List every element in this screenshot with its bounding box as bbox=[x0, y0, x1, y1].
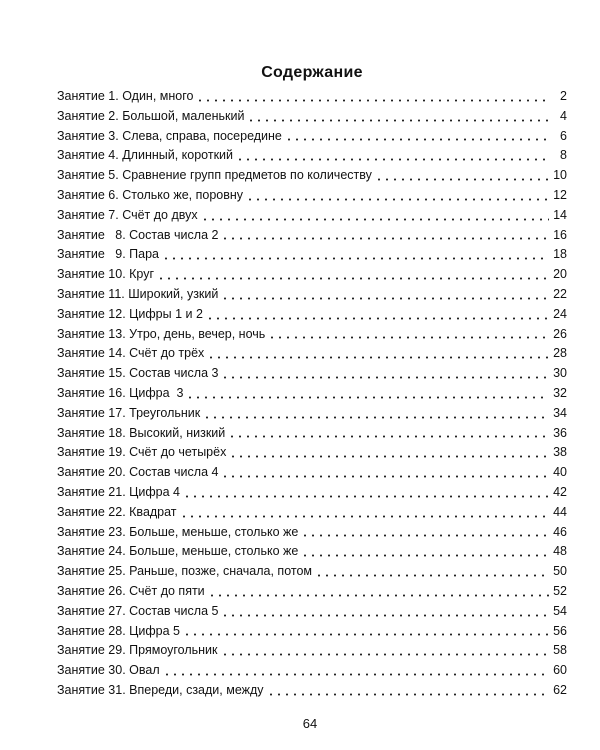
toc-entry-page: 44 bbox=[553, 504, 567, 519]
toc-entry-page: 48 bbox=[553, 544, 567, 559]
dot-leader bbox=[221, 466, 549, 478]
toc-entry-title: Занятие 13. Утро, день, вечер, ночь bbox=[57, 326, 266, 341]
toc-entry-page: 20 bbox=[553, 267, 567, 282]
toc-entry bbox=[57, 285, 567, 305]
toc-entry-title: Занятие 2. Большой, маленький bbox=[57, 108, 245, 123]
dot-leader bbox=[221, 367, 549, 379]
toc-entry-title: Занятие 11. Широкий, узкий bbox=[57, 286, 219, 301]
toc-entry bbox=[57, 245, 567, 265]
toc-entry bbox=[57, 622, 567, 642]
toc-entry-page: 58 bbox=[553, 643, 567, 658]
dot-leader bbox=[183, 486, 549, 498]
toc-entry bbox=[57, 186, 567, 206]
toc-entry-page: 24 bbox=[553, 306, 567, 321]
toc-entry-page: 52 bbox=[553, 583, 567, 598]
dot-leader bbox=[285, 129, 549, 141]
toc-entry-title: Занятие 19. Счёт до четырёх bbox=[57, 445, 227, 460]
toc-entry-title: Занятие 22. Квадрат bbox=[57, 504, 177, 519]
toc-entry-title: Занятие 25. Раньше, позже, сначала, потом bbox=[57, 564, 313, 579]
page-title: Содержание bbox=[261, 64, 363, 81]
toc-entry-page: 54 bbox=[553, 603, 567, 618]
dot-leader bbox=[229, 446, 549, 458]
toc-entry-page: 56 bbox=[553, 623, 567, 638]
toc-entry bbox=[57, 305, 567, 325]
toc-entry bbox=[57, 661, 567, 681]
toc-entry-title: Занятие 5. Сравнение групп предметов по количеству bbox=[57, 168, 372, 183]
toc-entry-title: Занятие 28. Цифра 5 bbox=[57, 623, 180, 638]
dot-leader bbox=[162, 248, 549, 260]
toc-entry-title: Занятие 14. Счёт до трёх bbox=[57, 346, 205, 361]
toc-entry bbox=[57, 206, 567, 226]
dot-leader bbox=[301, 525, 549, 537]
toc-entry bbox=[57, 562, 567, 582]
toc-entry-page: 50 bbox=[553, 564, 567, 579]
toc-entry bbox=[57, 681, 567, 701]
toc-entry bbox=[57, 424, 567, 444]
toc-entry bbox=[57, 265, 567, 285]
toc-entry-page: 14 bbox=[553, 207, 567, 222]
toc-entry-title: Занятие 16. Цифра 3 bbox=[57, 385, 184, 400]
dot-leader bbox=[267, 684, 549, 696]
page-number: 64 bbox=[302, 716, 318, 731]
dot-leader bbox=[207, 347, 549, 359]
toc-entry bbox=[57, 226, 567, 246]
table-of-contents bbox=[57, 87, 567, 701]
dot-leader bbox=[201, 209, 549, 221]
dot-leader bbox=[236, 149, 549, 161]
dot-leader bbox=[163, 664, 549, 676]
dot-leader bbox=[206, 308, 549, 320]
toc-entry-title: Занятие 12. Цифры 1 и 2 bbox=[57, 306, 203, 321]
toc-entry-page: 30 bbox=[553, 366, 567, 381]
toc-entry-page: 28 bbox=[553, 346, 567, 361]
dot-leader bbox=[375, 169, 549, 181]
dot-leader bbox=[196, 90, 549, 102]
toc-entry-title: Занятие 31. Впереди, сзади, между bbox=[57, 682, 264, 697]
dot-leader bbox=[208, 585, 549, 597]
toc-entry-page: 2 bbox=[560, 89, 567, 103]
toc-entry-page: 40 bbox=[553, 465, 567, 480]
dot-leader bbox=[228, 426, 549, 438]
toc-entry bbox=[57, 364, 567, 384]
toc-entry-page: 10 bbox=[553, 168, 567, 183]
dot-leader bbox=[315, 565, 549, 577]
toc-entry-title: Занятие 18. Высокий, низкий bbox=[57, 425, 226, 440]
toc-entry-title: Занятие 26. Счёт до пяти bbox=[57, 583, 205, 598]
toc-entry bbox=[57, 166, 567, 186]
toc-entry-page: 26 bbox=[553, 326, 567, 341]
toc-entry-page: 60 bbox=[553, 663, 567, 678]
dot-leader bbox=[246, 189, 549, 201]
dot-leader bbox=[221, 228, 549, 240]
toc-entry bbox=[57, 523, 567, 543]
toc-entry-title: Занятие 30. Овал bbox=[57, 663, 160, 678]
toc-entry bbox=[57, 344, 567, 364]
toc-entry bbox=[57, 602, 567, 622]
toc-entry-title: Занятие 1. Один, много bbox=[57, 89, 194, 103]
toc-entry-page: 32 bbox=[553, 385, 567, 400]
toc-entry-page: 4 bbox=[560, 108, 567, 123]
dot-leader bbox=[157, 268, 549, 280]
toc-entry-title: Занятие 21. Цифра 4 bbox=[57, 484, 180, 499]
dot-leader bbox=[268, 327, 549, 339]
toc-entry-page: 12 bbox=[553, 187, 567, 202]
dot-leader bbox=[247, 110, 549, 122]
toc-entry-page: 18 bbox=[553, 247, 567, 262]
dot-leader bbox=[221, 288, 549, 300]
toc-entry-title: Занятие 17. Треугольник bbox=[57, 405, 201, 420]
dot-leader bbox=[183, 624, 549, 636]
toc-entry-page: 8 bbox=[560, 148, 567, 163]
toc-entry-title: Занятие 7. Счёт до двух bbox=[57, 207, 198, 222]
toc-entry bbox=[57, 641, 567, 661]
toc-entry-page: 22 bbox=[553, 286, 567, 301]
toc-entry bbox=[57, 87, 567, 107]
toc-entry-page: 62 bbox=[553, 682, 567, 697]
toc-entry-page: 42 bbox=[553, 484, 567, 499]
toc-entry bbox=[57, 483, 567, 503]
toc-entry-title: Занятие 8. Состав числа 2 bbox=[57, 227, 219, 242]
toc-entry bbox=[57, 542, 567, 562]
dot-leader bbox=[203, 407, 549, 419]
toc-entry bbox=[57, 443, 567, 463]
toc-entry-title: Занятие 27. Состав числа 5 bbox=[57, 603, 219, 618]
toc-entry-title: Занятие 3. Слева, справа, посередине bbox=[57, 128, 282, 143]
toc-entry bbox=[57, 146, 567, 166]
toc-entry-page: 34 bbox=[553, 405, 567, 420]
dot-leader bbox=[301, 545, 549, 557]
dot-leader bbox=[186, 387, 549, 399]
toc-entry bbox=[57, 107, 567, 127]
toc-entry-page: 16 bbox=[553, 227, 567, 242]
toc-entry bbox=[57, 384, 567, 404]
toc-entry bbox=[57, 127, 567, 147]
toc-entry-title: Занятие 29. Прямоугольник bbox=[57, 643, 218, 658]
toc-entry-title: Занятие 4. Длинный, короткий bbox=[57, 148, 234, 163]
toc-entry-title: Занятие 9. Пара bbox=[57, 247, 159, 262]
toc-entry bbox=[57, 503, 567, 523]
toc-entry bbox=[57, 463, 567, 483]
toc-entry-title: Занятие 23. Больше, меньше, столько же bbox=[57, 524, 299, 539]
dot-leader bbox=[180, 506, 549, 518]
toc-entry bbox=[57, 404, 567, 424]
dot-leader bbox=[221, 605, 549, 617]
toc-entry-title: Занятие 20. Состав числа 4 bbox=[57, 465, 219, 480]
toc-entry-page: 38 bbox=[553, 445, 567, 460]
toc-entry bbox=[57, 325, 567, 345]
toc-entry-title: Занятие 6. Столько же, поровну bbox=[57, 187, 244, 202]
toc-entry-page: 36 bbox=[553, 425, 567, 440]
toc-entry-title: Занятие 15. Состав числа 3 bbox=[57, 366, 219, 381]
toc-entry-title: Занятие 24. Больше, меньше, столько же bbox=[57, 544, 299, 559]
toc-entry-page: 6 bbox=[560, 128, 567, 143]
toc-entry-page: 46 bbox=[553, 524, 567, 539]
toc-entry-title: Занятие 10. Круг bbox=[57, 267, 155, 282]
toc-entry bbox=[57, 582, 567, 602]
dot-leader bbox=[221, 644, 550, 656]
